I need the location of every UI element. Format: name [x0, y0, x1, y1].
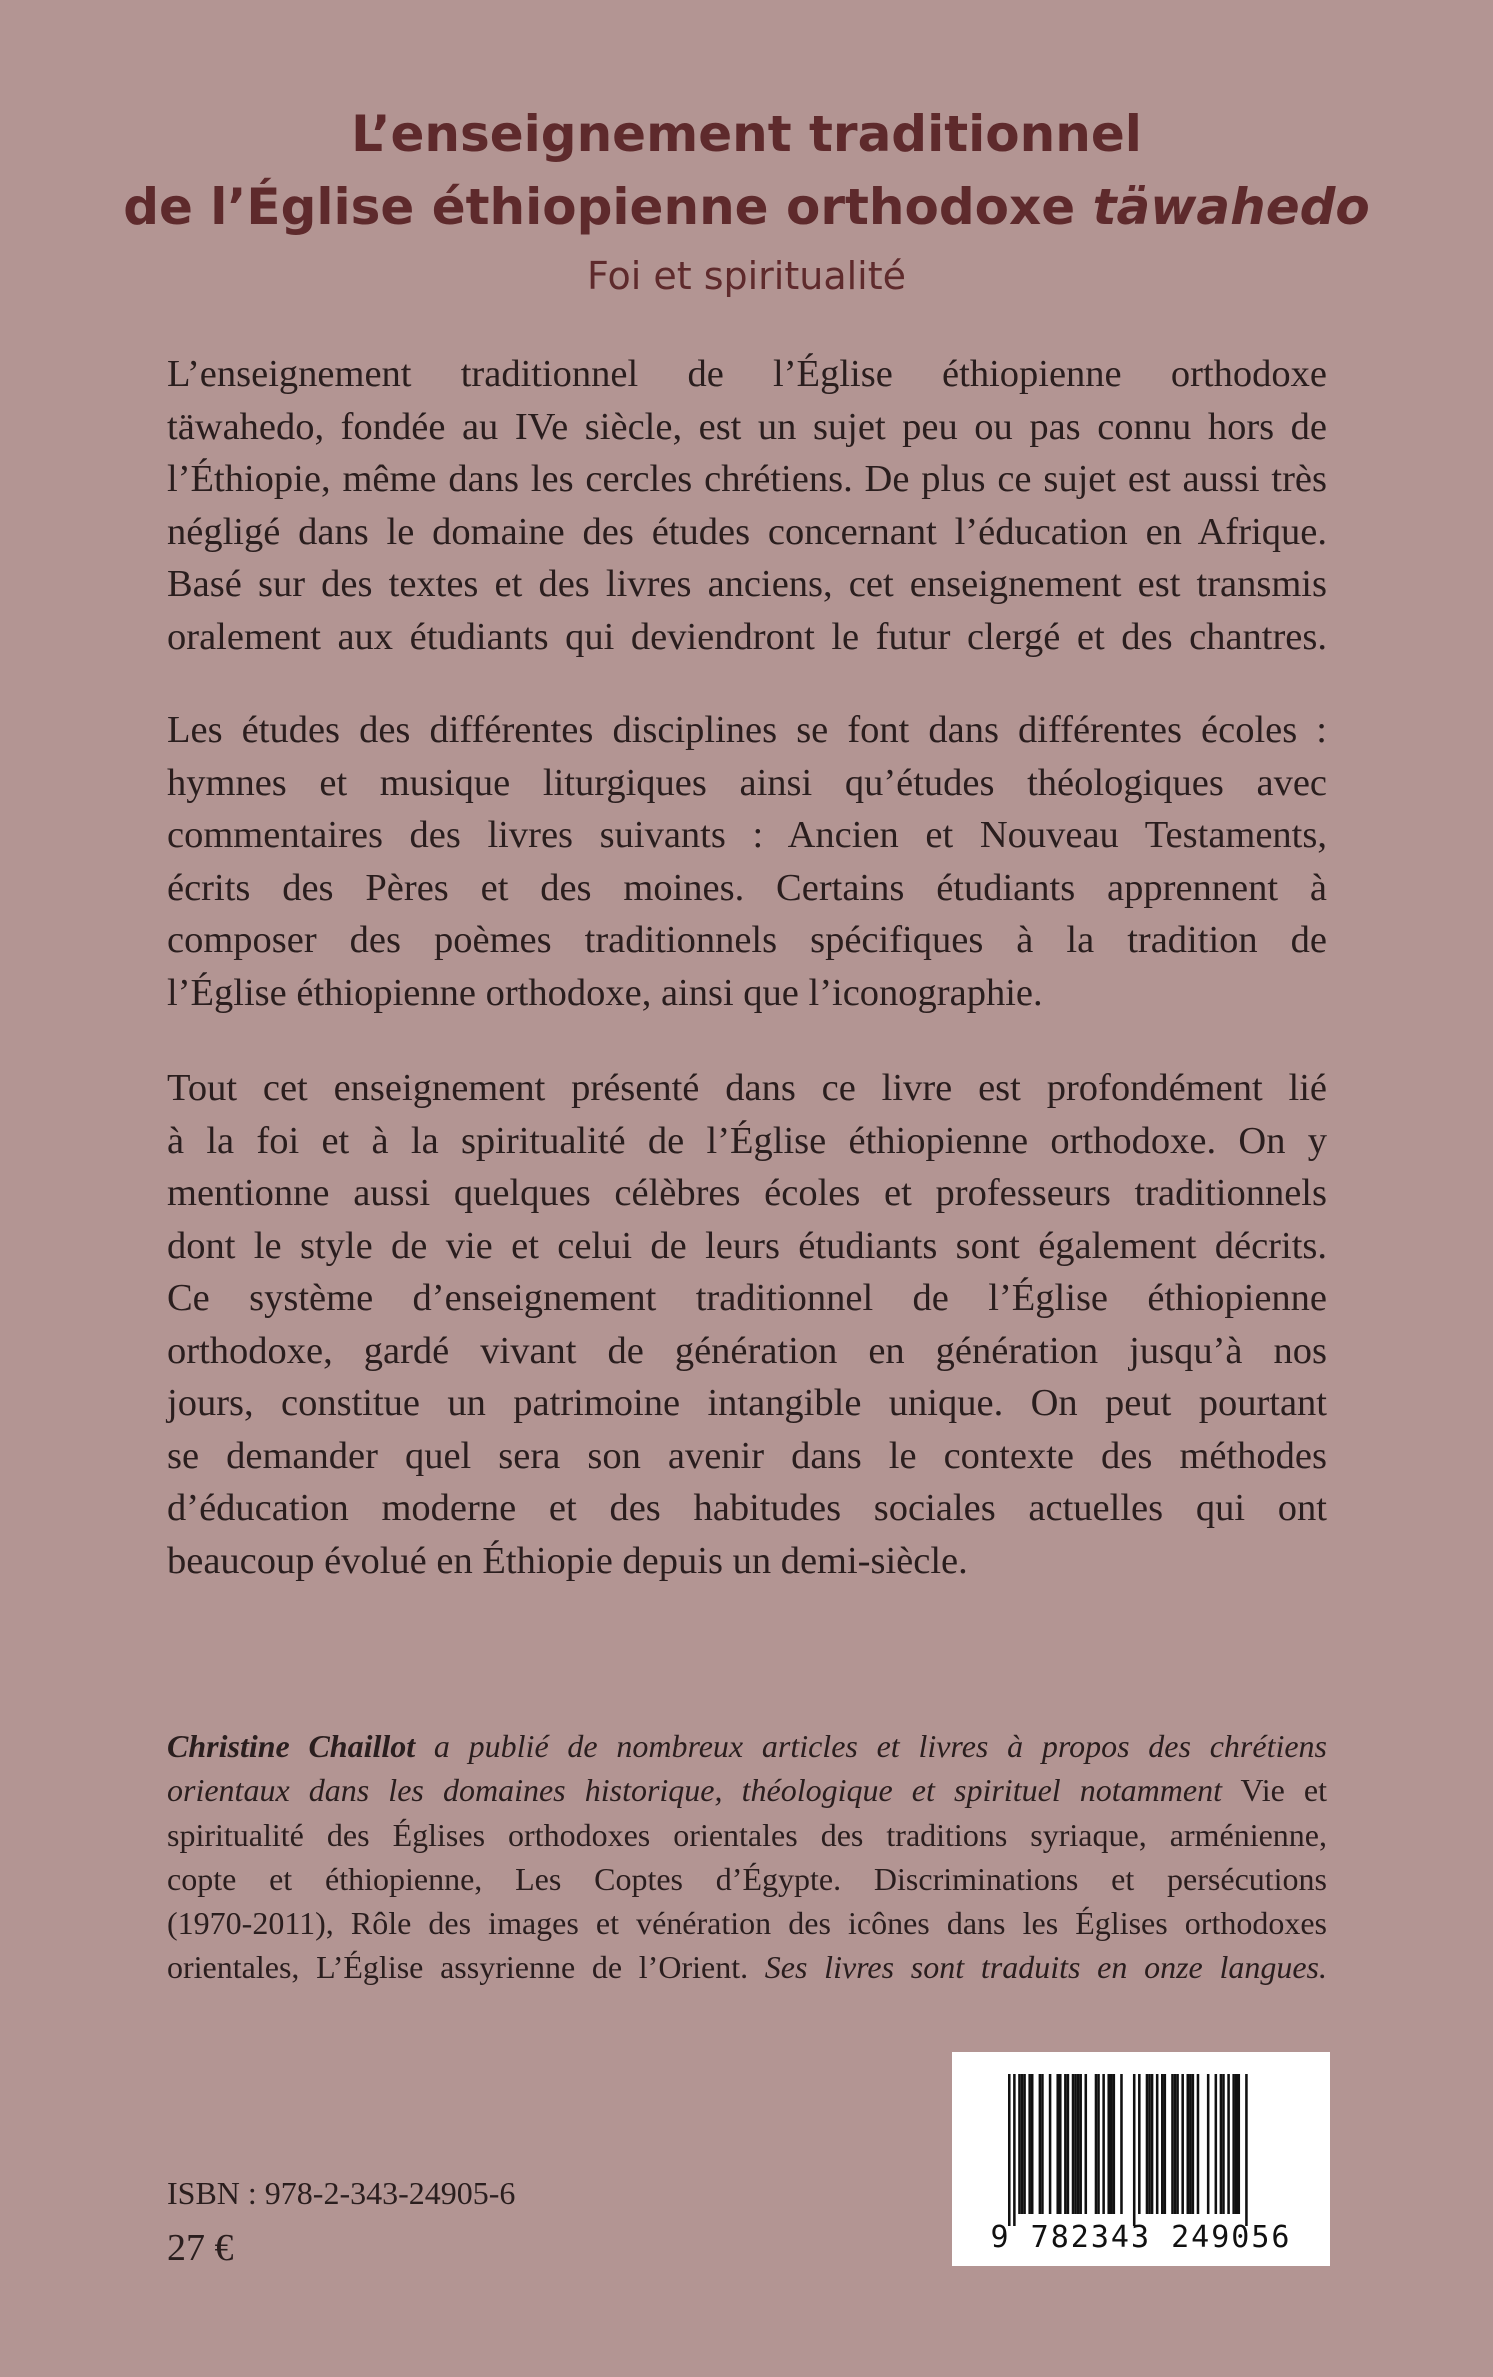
summary-paragraph-1 [167, 348, 1327, 663]
book-title-line-2 [0, 178, 1493, 236]
paragraph-line: écrits des Pères et des moines. Certains étudiants apprennent à [167, 866, 1327, 909]
barcode-bar [1138, 2074, 1141, 2214]
barcode-bar [1192, 2074, 1195, 2214]
paragraph-line: beaucoup évolué en Éthiopie depuis un demi-siècle. [167, 1539, 968, 1582]
barcode-bar [1102, 2074, 1105, 2214]
barcode-bar [1074, 2074, 1077, 2214]
barcode-bar [1059, 2074, 1062, 2214]
barcode-bar [1008, 2074, 1011, 2226]
barcode-bar [1189, 2074, 1192, 2214]
barcode-bar [1232, 2074, 1235, 2214]
barcode-bar [1238, 2074, 1241, 2214]
barcode-bar [1197, 2074, 1200, 2214]
bio-text: Vie et [1222, 1772, 1328, 1809]
paragraph-line: täwahedo, fondée au IVe siècle, est un sujet peu ou pas connu hors de [167, 405, 1327, 448]
paragraph-line: composer des poèmes traditionnels spécifiques à la tradition de [167, 919, 1327, 961]
barcode-bar [1049, 2074, 1052, 2214]
paragraph-line: d’éducation moderne et des habitudes sociales actuelles qui ont [167, 1487, 1327, 1529]
bio-line [167, 1724, 1327, 1768]
barcode-bar [1013, 2074, 1016, 2226]
barcode-bar [1161, 2074, 1164, 2214]
price-label: 27 € [167, 2227, 234, 2269]
barcode-bar [1148, 2074, 1151, 2214]
barcode-bar [1215, 2074, 1218, 2214]
barcode-bar [1021, 2074, 1024, 2214]
paragraph-line: à la foi et à la spiritualité de l’Église éthiopienne orthodoxe. On y [167, 1119, 1327, 1162]
barcode-bar [1176, 2074, 1179, 2214]
barcode [952, 2052, 1330, 2266]
barcode-bar [1245, 2074, 1248, 2226]
author-name: Christine Chaillot [167, 1728, 416, 1764]
bio-line [167, 1768, 1327, 1812]
paragraph-line: se demander quel sera son avenir dans le contexte des méthodes [167, 1434, 1327, 1477]
paragraph-line: Ce système d’enseignement traditionnel de l’Église éthiopienne [167, 1277, 1327, 1319]
isbn-label: ISBN : 978-2-343-24905-6 [167, 2175, 516, 2211]
bio-line [167, 1945, 1327, 1989]
paragraph-line: mentionne aussi quelques célèbres écoles et professeurs traditionnels [167, 1172, 1327, 1214]
barcode-bar [1151, 2074, 1154, 2214]
barcode-bar [1207, 2074, 1210, 2214]
paragraph-line: oralement aux étudiants qui deviendront le futur clergé et des chantres. [167, 615, 1327, 658]
barcode-bar [1067, 2074, 1070, 2214]
bio-line: spiritualité des Églises orthodoxes orientales des traditions syriaque, arménienne, [167, 1816, 1327, 1853]
barcode-digits: 9 782343 249056 [990, 2220, 1292, 2255]
barcode-bar [1079, 2074, 1082, 2214]
barcode-bar [1164, 2074, 1167, 2214]
barcode-bar [1146, 2074, 1149, 2214]
barcode-bar [1107, 2074, 1110, 2214]
barcode-bar [1095, 2074, 1098, 2214]
book-title-line-2-main: de l’Église éthiopienne orthodoxe [123, 178, 1093, 236]
summary-paragraph-2 [167, 704, 1327, 1019]
barcode-bar [1018, 2074, 1021, 2214]
bio-line: (1970-2011), Rôle des images et vénération des icônes dans les Églises orthodoxes [167, 1905, 1327, 1942]
barcode-bar [1097, 2074, 1100, 2214]
barcode-bar [1085, 2074, 1088, 2214]
bio-line: copte et éthiopienne, Les Coptes d’Égypte. Discriminations et persécutions [167, 1860, 1327, 1897]
barcode-bar [1072, 2074, 1075, 2214]
book-subtitle: Foi et spiritualité [586, 254, 907, 298]
barcode-bar [1156, 2074, 1159, 2214]
paragraph-line: commentaires des livres suivants : Ancien et Nouveau Testaments, [167, 814, 1327, 856]
barcode-bar [1023, 2074, 1026, 2214]
barcode-bar [1120, 2074, 1123, 2214]
paragraph-line: L’enseignement traditionnel de l’Église éthiopienne orthodoxe [167, 353, 1327, 395]
author-bio [167, 1724, 1327, 1990]
barcode-bar [1110, 2074, 1113, 2214]
barcode-bar [1187, 2074, 1190, 2214]
barcode-bar [1056, 2074, 1059, 2214]
bio-text: Ses livres sont traduits en onze langues. [764, 1949, 1327, 1986]
barcode-bar [1171, 2074, 1174, 2214]
book-title-line-2-italic: täwahedo [1092, 178, 1370, 236]
bio-text: orientales, L’Église assyrienne de l’Orient. [167, 1949, 765, 1986]
summary-paragraph-3 [167, 1062, 1327, 1587]
barcode-bar [1222, 2074, 1225, 2214]
paragraph-line: Tout cet enseignement présenté dans ce livre est profondément lié [167, 1067, 1327, 1109]
barcode-bar [1113, 2074, 1116, 2214]
barcode-bar [1064, 2074, 1067, 2214]
barcode-bar [1174, 2074, 1177, 2214]
barcode-bar [1077, 2074, 1080, 2214]
paragraph-line: Les études des différentes disciplines se font dans différentes écoles : [167, 709, 1327, 751]
book-title-line-1: L’enseignement traditionnel [351, 105, 1142, 163]
barcode-bar [1041, 2074, 1044, 2214]
paragraph-line: l’Éthiopie, même dans les cercles chrétiens. De plus ce sujet est aussi très [167, 458, 1327, 500]
paragraph-line: dont le style de vie et celui de leurs étudiants sont également décrits. [167, 1224, 1327, 1267]
barcode-bar [1235, 2074, 1238, 2214]
paragraph-line: orthodoxe, gardé vivant de génération en génération jusqu’à nos [167, 1329, 1327, 1372]
barcode-bar [1028, 2074, 1031, 2214]
barcode-bar [1227, 2074, 1230, 2214]
paragraph-line: hymnes et musique liturgiques ainsi qu’études théologiques avec [167, 761, 1327, 804]
paragraph-line: l’Église éthiopienne orthodoxe, ainsi que l’iconographie. [167, 971, 1043, 1014]
barcode-bar [1220, 2074, 1223, 2214]
paragraph-line: négligé dans le domaine des études concernant l’éducation en Afrique. [167, 510, 1327, 553]
bio-text: orientaux dans les domaines historique, théologique et spirituel notamment [167, 1772, 1222, 1809]
barcode-bar [1181, 2074, 1184, 2214]
paragraph-line: Basé sur des textes et des livres anciens, cet enseignement est transmis [167, 563, 1327, 605]
bio-text: a publié de nombreux articles et livres à propos des chrétiens [415, 1728, 1328, 1764]
barcode-bar [1133, 2074, 1136, 2226]
paragraph-line: jours, constitue un patrimoine intangible unique. On peut pourtant [167, 1382, 1327, 1424]
barcode-bar [1039, 2074, 1042, 2214]
barcode-bar [1031, 2074, 1034, 2214]
